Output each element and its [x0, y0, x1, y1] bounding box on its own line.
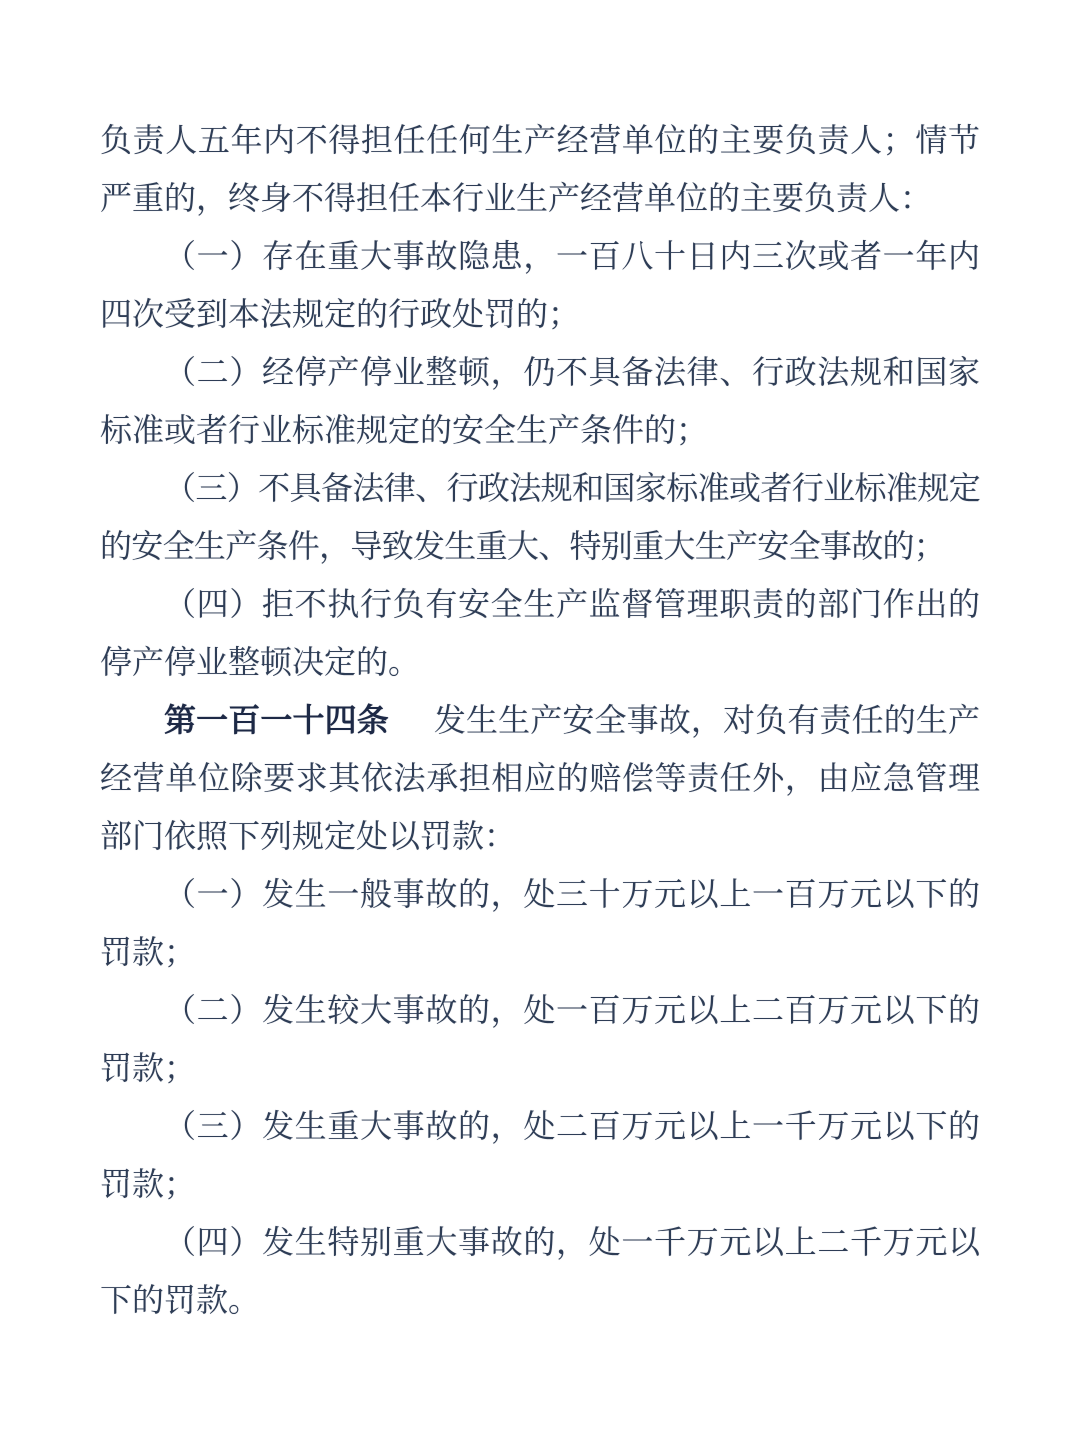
penalty-clause-item-2: （二）发生较大事故的，处一百万元以上二百万元以下的罚款；: [100, 992, 980, 1086]
penalty-clause-item-3: （三）发生重大事故的，处二百万元以上一千万元以下的罚款；: [100, 1108, 980, 1202]
law-clause-item-4: （四）拒不执行负有安全生产监督管理职责的部门作出的停产停业整顿决定的。: [100, 586, 980, 680]
law-paragraph-continuation: 负责人五年内不得担任任何生产经营单位的主要负责人；情节严重的，终身不得担任本行业生产经营单位的主要负责人：: [100, 122, 980, 216]
penalty-clause-item-4: （四）发生特别重大事故的，处一千万元以上二千万元以下的罚款。: [100, 1224, 980, 1318]
law-clause-item-2: （二）经停产停业整顿，仍不具备法律、行政法规和国家标准或者行业标准规定的安全生产条件的；: [100, 354, 980, 448]
penalty-clause-item-1: （一）发生一般事故的，处三十万元以上一百万元以下的罚款；: [100, 876, 980, 970]
law-clause-item-3: （三）不具备法律、行政法规和国家标准或者行业标准规定的安全生产条件，导致发生重大、特别重大生产安全事故的；: [100, 470, 980, 564]
article-114-text: 发生生产安全事故，对负有责任的生产经营单位除要求其依法承担相应的赔偿等责任外，由应急管理部门依照下列规定处以罚款：: [100, 702, 980, 854]
law-article-114-paragraph: [100, 691, 980, 865]
law-clause-item-1: （一）存在重大事故隐患，一百八十日内三次或者一年内四次受到本法规定的行政处罚的；: [100, 238, 980, 332]
law-text-block: [100, 111, 980, 1329]
article-number-label: 第一百一十四条: [164, 702, 389, 738]
